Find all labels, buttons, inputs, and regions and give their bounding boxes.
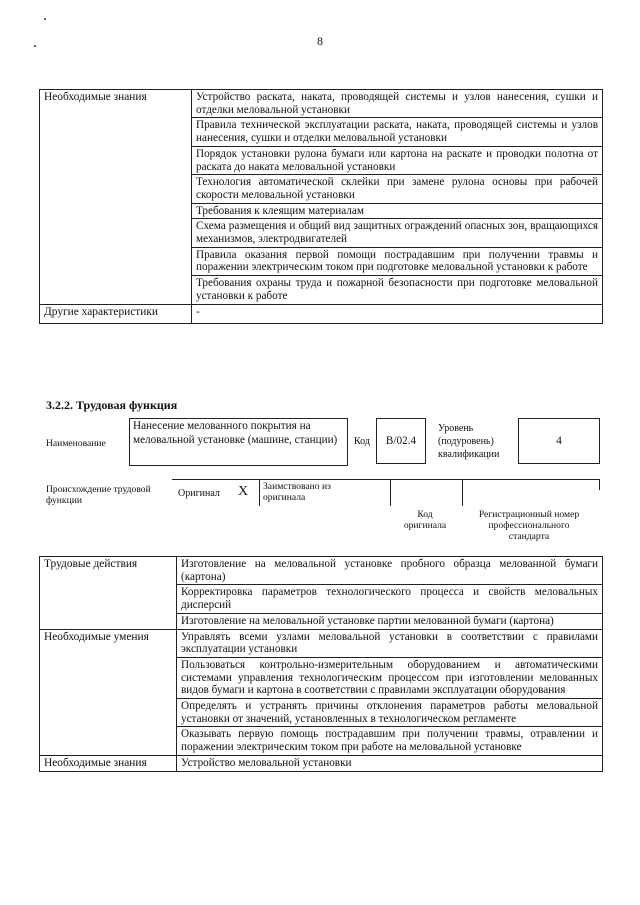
other-characteristics-label: Другие характеристики	[40, 304, 192, 323]
knowledge-item: Порядок установки рулона бумаги или картона на раскате и проводки полотна от раската до наката меловальной установки	[192, 146, 603, 174]
table-row	[40, 90, 603, 118]
section-title: 3.2.2. Трудовая функция	[46, 398, 178, 412]
level-value: 4	[556, 435, 562, 447]
knowledge-item: Устройство раската, наката, проводящей системы и узлов нанесения, сушки и отделки меловальной установки	[192, 90, 603, 118]
knowledge-item: Требования к клеящим материалам	[192, 203, 603, 219]
table-row	[40, 304, 603, 323]
level-box	[518, 418, 600, 464]
knowledge-label: Необходимые знания	[40, 90, 192, 305]
scan-speck	[44, 18, 46, 20]
origin-label: Происхождение трудовой функции	[46, 484, 151, 506]
skill-item: Оказывать первую помощь пострадавшим при получении травмы, отравлении и поражении электрическим током при работе на меловальной установке	[177, 727, 603, 755]
code-label: Код	[354, 436, 370, 447]
knowledge-item: Правила технической эксплуатации раската, наката, проводящей системы и узлов нанесения, сушки и отделки меловальной установки	[192, 118, 603, 146]
knowledge-item: Требования охраны труда и пожарной безопасности при подготовке меловальной установки к работе	[192, 276, 603, 304]
skill-item: Определять и устранять причины отклонения параметров работы меловальной установки от значений, установленных в технологическом регламенте	[177, 699, 603, 727]
function-name-box	[129, 418, 348, 466]
knowledge-table	[39, 89, 603, 324]
level-label: Уровень (подуровень) квалификации	[438, 423, 500, 460]
divider	[462, 480, 463, 506]
knowledge-label: Необходимые знания	[40, 755, 177, 771]
origin-row	[172, 479, 600, 506]
other-characteristics-value: -	[192, 304, 603, 323]
original-mark: X	[238, 484, 249, 499]
code-box	[376, 418, 426, 464]
table-row	[40, 629, 603, 657]
knowledge-item: Правила оказания первой помощи пострадавшим при получении травмы и поражении электрическим током при подготовке меловальной установки к работе	[192, 247, 603, 275]
table-row	[40, 755, 603, 771]
divider	[390, 480, 391, 506]
table-row	[40, 557, 603, 585]
knowledge-item: Схема размещения и общий вид защитных ограждений опасных зон, вращающихся механизмов, электродвигателей	[192, 219, 603, 247]
code-original-caption: Код оригинала	[403, 509, 447, 531]
reg-number-caption: Регистрационный номер профессионального стандарта	[478, 509, 580, 542]
actions-label: Трудовые действия	[40, 557, 177, 630]
skill-item: Пользоваться контрольно-измерительным оборудованием и автоматическими системами управления технологическим процессом при изготовлении мелованных видов бумаги и картона в соответствии с правилами эксплуатации оборудования	[177, 657, 603, 698]
divider	[599, 480, 600, 490]
action-item: Изготовление на меловальной установке пробного образца мелованной бумаги (картона)	[177, 557, 603, 585]
knowledge-item: Технология автоматической склейки при замене рулона основы при рабочей скорости меловальной установки	[192, 175, 603, 203]
knowledge-item: Устройство меловальной установки	[177, 755, 603, 771]
code-value: B/02.4	[385, 435, 417, 447]
page-number: 8	[317, 34, 323, 48]
skills-label: Необходимые умения	[40, 629, 177, 755]
original-label: Оригинал	[178, 488, 220, 499]
function-name: Нанесение мелованного покрытия на меловальной установке (машине, станции)	[133, 420, 338, 446]
action-item: Изготовление на меловальной установке партии мелованной бумаги (картона)	[177, 613, 603, 629]
function-table	[39, 556, 603, 772]
name-label: Наименование	[46, 438, 106, 449]
borrowed-label: Заимствовано из оригинала	[263, 481, 331, 503]
divider	[259, 480, 260, 506]
action-item: Корректировка параметров технологического процесса и свойств меловальных дисперсий	[177, 585, 603, 613]
skill-item: Управлять всеми узлами меловальной установки в соответствии с правилами эксплуатации установки	[177, 629, 603, 657]
